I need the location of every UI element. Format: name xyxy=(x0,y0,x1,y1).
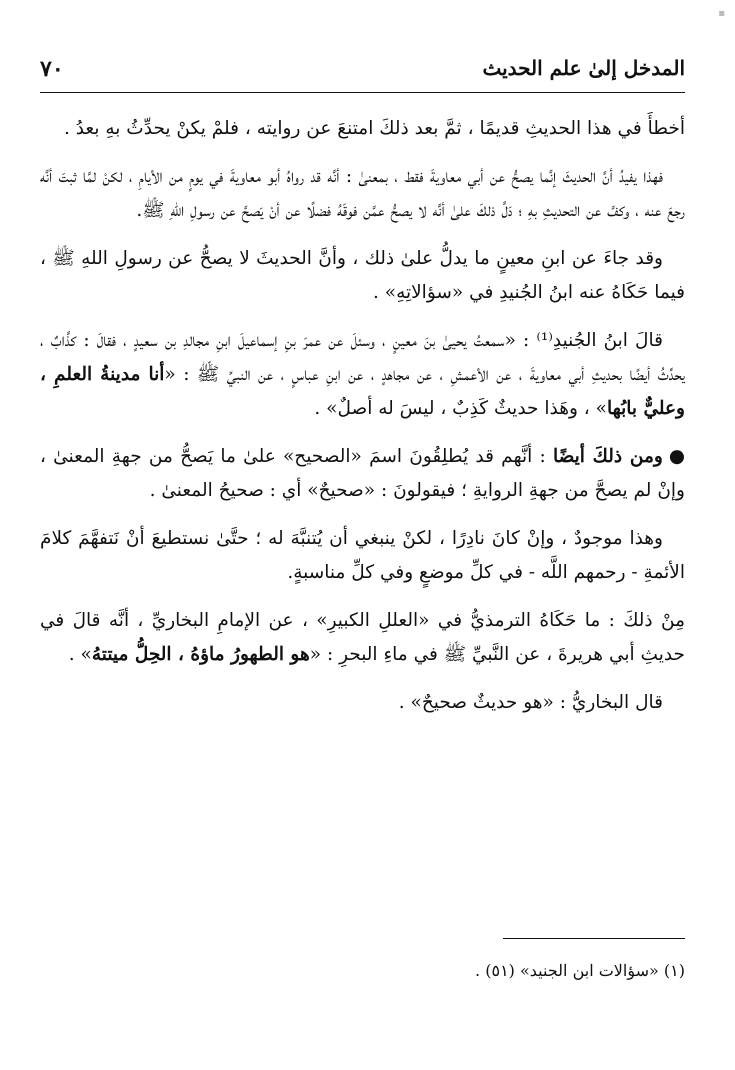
paragraph-text: فهذا يفيدُ أنَّ الحديثَ إنَّما يصحُّ عن أبي معاويةَ فقط ، بمعنىٰ : أنَّه قد رواهُ أبو معاويةَ في يومٍ من الأيامِ ، لكنْ لمَّا ثبتَ أنَّه رجعَ عنه ، وكفَّ عن التحديثِ بهِ ؛ دَلَّ ذلكَ علىٰ أنَّه لا يصحُّ عمَّن فوقَهُ فضلًا عن أنْ يَصحَّ عن رسولِ اللهِ ﷺ. xyxy=(40,166,685,221)
paragraph-1 xyxy=(40,112,685,146)
paragraph-text: : أنَّهم قد يُطلِقُونَ اسمَ «الصحيح» علىٰ ما يَصحُّ من جهةِ المعنىٰ ، وإنْ لم يصحَّ من جهةِ الروايةِ ؛ فيقولونَ : «صحيحٌ» أي : صحيحُ المعنىٰ . xyxy=(40,446,685,501)
paragraph-text: » . xyxy=(68,644,92,665)
footnote: (١) «سؤالات ابن الجنيد» (٥١) . xyxy=(475,961,685,980)
footnote-separator xyxy=(503,938,685,939)
hadith-text-bold: أنا مدينةُ العلمِ ، وعليٌّ بابُها xyxy=(40,364,685,419)
paragraph-6 xyxy=(40,522,685,590)
paragraph-text: وقد جاءَ عن ابنِ معينٍ ما يدلُّ علىٰ ذلك ، وأنَّ الحديثَ لا يصحُّ عن رسولِ اللهِ ﷺ ، فيما حَكَاهُ عنه ابنُ الجُنيدِ في «سؤالاتِهِ» . xyxy=(40,248,685,303)
paragraph-text: قال البخاريُّ : «هو حديثٌ صحيحٌ» . xyxy=(398,692,663,713)
paragraph-text: قالَ ابنُ الجُنيدِ⁽¹⁾ : «سمعتُ يحيىٰ بنَ معينٍ ، وسئلَ عن عمرَ بنِ إسماعيلَ ابنِ مجالدِ بن سعيدٍ ، فقالَ : كذَّابٌ ، يحدِّثُ أيضًا بحديثِ أبي معاويةَ ، عن الأعمشِ ، عن مجاهدٍ ، عن ابنِ عباسٍ ، عن النبيِّ ﷺ : « xyxy=(40,330,685,385)
paragraph-text: » ، وهَذا حديثٌ كَذِبٌ ، ليسَ له أصلٌ» . xyxy=(314,398,607,419)
bullet-icon: ● xyxy=(668,446,685,467)
paragraph-text: مِنْ ذلكَ : ما حَكَاهُ الترمذيُّ في «العللِ الكبيرِ» ، عن الإمامِ البخاريِّ ، أنَّه قالَ في حديثِ أبي هريرةَ ، عن النَّبيِّ ﷺ في ماءِ البحرِ : « xyxy=(40,610,685,665)
paragraph-8 xyxy=(40,686,685,720)
page-body xyxy=(40,112,685,734)
paragraph-3 xyxy=(40,242,685,310)
bullet-heading-bold: ومن ذلكَ أيضًا xyxy=(552,446,663,467)
paragraph-4-quote xyxy=(40,324,685,426)
page-header xyxy=(40,52,685,93)
paragraph-2 xyxy=(40,160,685,228)
running-title: المدخل إلىٰ علم الحديث xyxy=(482,56,685,80)
paragraph-7-quote xyxy=(40,604,685,672)
hadith-text-bold: هو الطهورُ ماؤهُ ، الحِلُّ ميتتهُ xyxy=(91,644,310,665)
page-number: ٧٠ xyxy=(40,56,64,82)
paragraph-text: أخطأَ في هذا الحديثِ قديمًا ، ثمَّ بعد ذلكَ امتنعَ عن روايته ، فلمْ يكنْ يحدِّثُ بهِ بعدُ . xyxy=(63,118,685,139)
scan-mark: ▪ xyxy=(718,8,725,19)
paragraph-text: وهذا موجودٌ ، وإنْ كانَ نادِرًا ، لكنْ ينبغي أن يُتنبَّهَ له ؛ حتَّىٰ نستطيعَ أنْ نَتفهَّمَ كلامَ الأئمةِ - رحمهم اللَّه - في كلِّ موضعٍ وفي كلِّ مناسبةٍ. xyxy=(40,528,685,583)
paragraph-5-bullet xyxy=(40,440,685,508)
